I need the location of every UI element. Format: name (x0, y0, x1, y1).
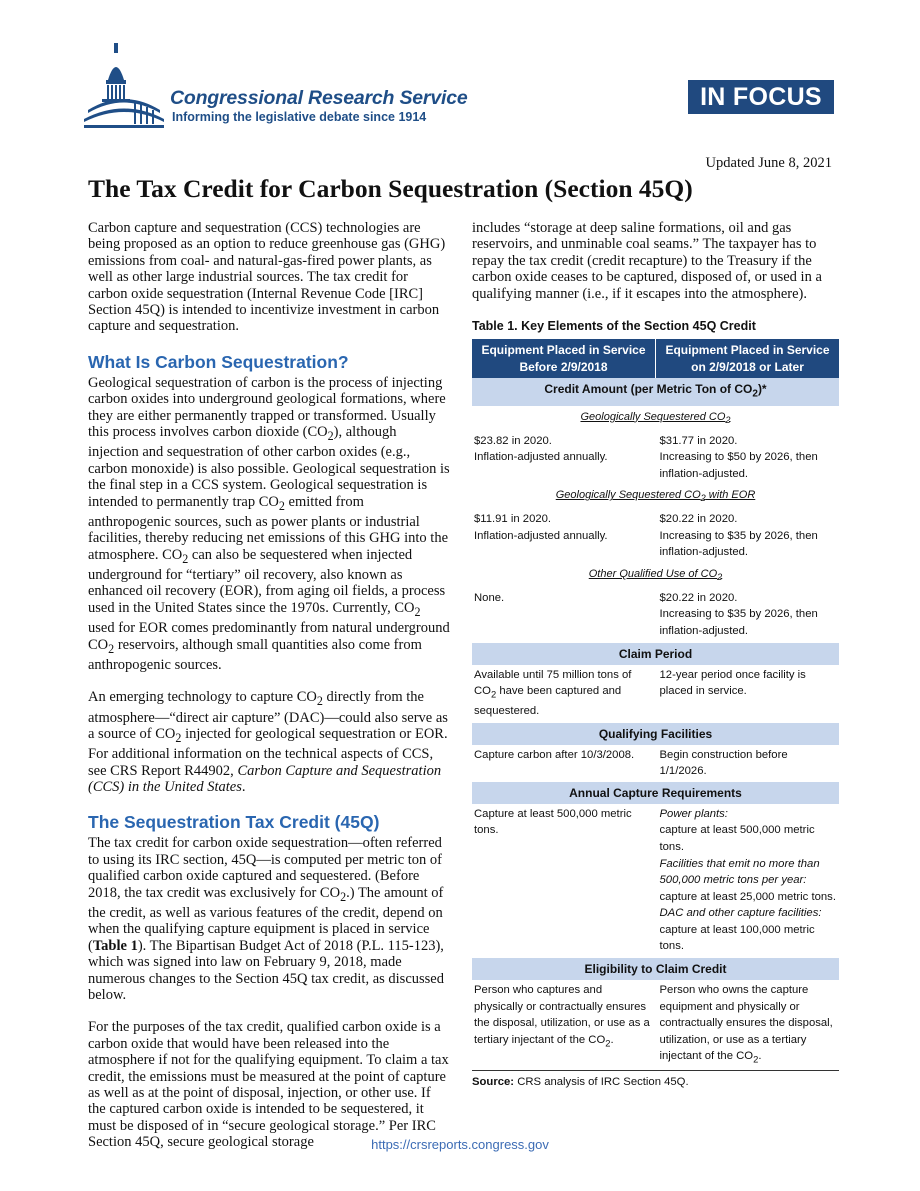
table-source: Source: CRS analysis of IRC Section 45Q. (472, 1076, 689, 1089)
section-credit-amount: Credit Amount (per Metric Ton of $CO_2)*$ (472, 378, 839, 405)
table-row: Capture at least 500,000 metric tons. Power plants: capture at least 500,000 metric tons. Facilities that emit no more than 500,000 metric tons per year: capture at least 25,000 metric tons. DAC and other capture facilities: capture at least 100,000 metric tons. (474, 807, 836, 953)
paragraph-tax-credit: The tax credit for carbon oxide sequestration—often referred to using its IRC section, 45Q—is computed per metric ton of qualified carbon oxide captured and sequestered. (Before 2018, the tax credit was exclusively for $CO_2$.) The amount of the credit, as well as various features of the credit, depend on when the qualifying capture equipment is placed in service (Table 1). The Bipartisan Budget Act of 2018 (P.L. 115-123), which was signed into law on February 9, 2018, made numerous changes to the Section 45Q tax credit, as discussed below. (88, 835, 444, 1003)
capitol-dome-icon (84, 40, 164, 130)
table-row: $11.91 in 2020. Inflation-adjusted annually. $20.22 in 2020. Increasing to $35 by 2026, then inflation-adjusted. (474, 513, 818, 559)
table-row: Person who captures and physically or contractually ensures the disposal, utilization, or use as a tertiary injectant of the $CO_2$. Person who owns the capture equipment and physically or contractually ensures the disposal, utilization, or use as a tertiary injectant of the $CO_2$. (472, 980, 839, 1071)
org-name: Congressional Research Service (170, 87, 468, 109)
paragraph-qualified-oxide: For the purposes of the tax credit, qualified carbon oxide is a carbon oxide that would have been released into the atmosphere if not for the qualifying equipment. To claim a tax credit, the emissions must be measured at the point of capture as well as at the point of disposal, injection, or other use. If the captured carbon oxide is intended to be sequestered, it must be disposed of in “secure geological storage.” Per IRC Section 45Q, secure geological storage (88, 1019, 449, 1151)
table-row: Available until 75 million tons of $CO_2$ have been captured and sequestered. 12-year period once facility is placed in service. (474, 668, 806, 717)
paragraph-dac: An emerging technology to capture $CO_2$ directly from the atmosphere—“direct air capture” (DAC)—could also serve as a source of $CO_2$ injected for geological sequestration or EOR. For additional information on the technical aspects of CCS, see CRS Report R44902, Carbon Capture and Sequestration (CCS) in the United States. (88, 689, 448, 796)
table-reference: Table 1 (92, 937, 138, 954)
section-heading-tax-credit: The Sequestration Tax Credit (45Q) (88, 812, 380, 833)
table-row: Capture carbon after 10/3/2008. Begin construction before 1/1/2026. (474, 748, 788, 778)
table-caption: Table 1. Key Elements of the Section 45Q Credit (472, 319, 756, 334)
section-heading-what-is: What Is Carbon Sequestration? (88, 351, 349, 372)
org-tagline: Informing the legislative debate since 1914 (172, 110, 427, 124)
footer-url-link[interactable]: https://crsreports.congress.gov (371, 1137, 549, 1152)
section-claim-period: Claim Period (472, 643, 839, 665)
column-header-after: Equipment Placed in Service on 2/9/2018 or Later (656, 339, 840, 378)
updated-date: Updated June 8, 2021 (705, 155, 832, 171)
column-header-before: Equipment Placed in Service Before 2/9/2018 (472, 339, 656, 378)
subheader-geologic: Geologically Sequestered $CO_2$ (580, 410, 731, 426)
section-annual-capture: Annual Capture Requirements (472, 782, 839, 804)
section-qualifying-facilities: Qualifying Facilities (472, 723, 839, 745)
subheader-other-use: Other Qualified Use of $CO_2$ (588, 567, 723, 583)
table-row: $23.82 in 2020. Inflation-adjusted annually. $31.77 in 2020. Increasing to $50 by 2026, then inflation-adjusted. (474, 434, 818, 480)
paragraph-storage: includes “storage at deep saline formations, oil and gas reservoirs, and unminable coal seams.” The taxpayer has to repay the tax credit (credit recapture) to the Treasury if the carbon oxide ceases to be captured, disposed of, or used in a qualifying manner (i.e., if it escapes into the atmosphere). (472, 220, 822, 302)
section-eligibility: Eligibility to Claim Credit (472, 958, 839, 980)
document-title: The Tax Credit for Carbon Sequestration (Section 45Q) (88, 174, 693, 203)
crs-logo (84, 40, 504, 130)
subheader-eor: Geologically Sequestered $CO_2$ with EOR (555, 489, 756, 504)
in-focus-badge: IN FOCUS (688, 80, 834, 114)
paragraph-sequestration: Geological sequestration of carbon is the process of injecting carbon oxides into underground geological formations, where they are either permanently trapped or transformed. Usually this process involves carbon dioxide $(CO_2)$, although injection and sequestration of other carbon oxides (e.g., carbon monoxide) is also possible. Geological sequestration is the final step in a CCS system. Geological sequestration is intended to permanently trap $CO_2$ emitted from anthropogenic sources, such as power plants or industrial facilities, thereby reducing net emissions of this GHG into the atmosphere. $CO_2$ can also be sequestered when injected underground for “tertiary” oil recovery, also known as enhanced oil recovery (EOR), from aging oil fields, a process used in the United States since the 1970s. Currently, $CO_2$ used for EOR comes predominantly from natural underground $CO_2$ reservoirs, although small quantities also come from anthropogenic sources. (88, 374, 450, 673)
left-column (88, 220, 450, 1167)
report-title-link: Carbon Capture and Sequestration (CCS) in the United States (88, 762, 442, 796)
right-column (472, 220, 836, 1091)
key-elements-table (472, 339, 839, 1071)
intro-paragraph: Carbon capture and sequestration (CCS) technologies are being proposed as an option to reduce greenhouse gas (GHG) emissions from coal- and natural-gas-fired power plants, as well as other large industrial sources. The tax credit for carbon oxide sequestration (Internal Revenue Code [IRC] Section 45Q) is intended to incentivize investment in carbon capture and sequestration. (88, 220, 446, 335)
table-row: None. $20.22 in 2020. Increasing to $35 by 2026, then inflation-adjusted. (474, 591, 818, 637)
